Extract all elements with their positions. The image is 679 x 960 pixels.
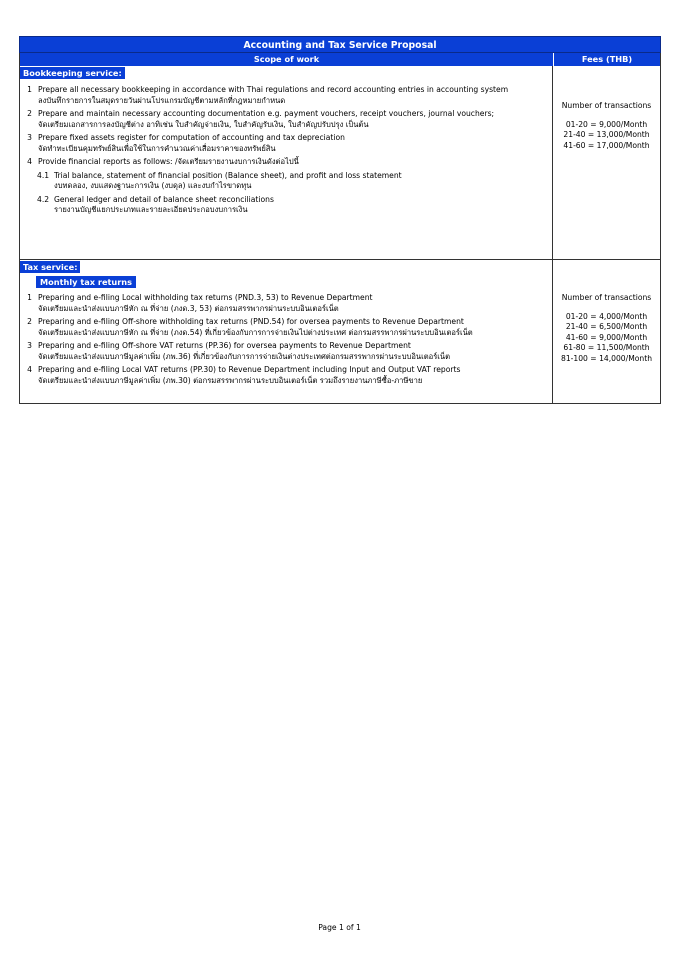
proposal-table [19,53,661,404]
tax-label: Tax service: [20,261,80,273]
subitem-number: 4.1 [37,170,50,180]
item-text-th: จัดเตรียมและนำส่งแบบภาษีมูลค่าเพิ่ม (ภพ.36) ที่เกี่ยวข้องกับการการจ่ายเงินต่างประเทศต่อกรมสรรพากรผ่านระบบอินเตอร์เน็ต [38,351,451,361]
item-text-th: จัดทำทะเบียนคุมทรัพย์สินเพื่อใช้ในการคำนวณค่าเสื่อมราคาของทรัพย์สิน [38,143,276,153]
item-text-en: Preparing and e-filing Local VAT returns (PP.30) to Revenue Department including Input and Output VAT reports [38,365,461,374]
page-number: Page 1 of 1 [318,923,361,932]
tax-fees [553,260,660,403]
list-item [20,157,552,168]
list-subitem [20,171,552,192]
item-text-en: Prepare all necessary bookkeeping in accordance with Thai regulations and record accounting entries in accounting system [38,85,509,94]
tax-section [20,259,660,403]
item-number: 4 [27,157,32,166]
subitem-text-th: งบทดลอง, งบแสดงฐานะการเงิน (งบดุล) และงบกำไรขาดทุน [54,181,252,190]
subitem-text-th: รายงานบัญชีแยกประเภทและรายละเอียดประกอบงบการเงิน [54,205,248,214]
fees-header: Fees (THB) [554,53,660,66]
fees-heading: Number of transactions [561,293,652,302]
item-number: 2 [27,317,32,326]
item-number: 3 [27,133,32,142]
item-text-th: จัดเตรียมและนำส่งแบบภาษีหัก ณ ที่จ่าย (ภงด.3, 53) ต่อกรมสรรพากรผ่านระบบอินเตอร์เน็ต [38,303,339,313]
fee-line: 01-20 = 4,000/Month [565,311,648,321]
bookkeeping-label: Bookkeeping service: [20,67,125,79]
fee-line: 81-100 = 14,000/Month [560,353,653,363]
subitem-text-en: Trial balance, statement of financial position (Balance sheet), and profit and loss statement [54,170,402,180]
fee-line: 01-20 = 9,000/Month [565,119,648,129]
proposal-sheet [19,36,661,404]
item-number: 1 [27,85,32,94]
item-text-en: Provide financial reports as follows: /จัดเตรียมรายงานงบการเงินดังต่อไปนี้ [38,157,299,166]
bookkeeping-section [20,66,660,259]
item-text-th: จัดเตรียมและนำส่งแบบภาษีมูลค่าเพิ่ม (ภพ.30) ต่อกรมสรรพากรผ่านระบบอินเตอร์เน็ต รวมถึงรายงานภาษีซื้อ-ภาษีขาย [38,375,423,385]
item-text-en: Preparing and e-filing Off-shore withholding tax returns (PND.54) for oversea payments to Revenue Department [38,317,464,326]
list-item [20,109,552,130]
fees-heading: Number of transactions [561,101,652,110]
list-item [20,341,552,362]
list-item [20,293,552,314]
subitem-number: 4.2 [37,194,50,204]
item-number: 4 [27,365,32,374]
document-title: Accounting and Tax Service Proposal [19,36,661,53]
subitem-text-en: General ledger and detail of balance sheet reconciliations [54,194,274,204]
item-text-en: Preparing and e-filing Off-shore VAT returns (PP.36) for oversea payments to Revenue Department [38,341,411,350]
list-item [20,85,552,106]
fee-line: 61-80 = 11,500/Month [563,343,650,352]
bookkeeping-scope [20,66,553,259]
item-text-en: Preparing and e-filing Local withholding tax returns (PND.3, 53) to Revenue Department [38,293,373,302]
item-number: 2 [27,109,32,118]
list-item [20,317,552,338]
fee-line: 41-60 = 9,000/Month [565,332,648,342]
fee-line: 21-40 = 13,000/Month [563,130,650,139]
scope-header: Scope of work [20,53,554,66]
item-text-en: Prepare and maintain necessary accounting documentation e.g. payment vouchers, receipt vouchers, journal vouchers; [38,109,495,118]
item-text-th: จัดเตรียมเอกสารการลงบัญชีต่าง อาทิเช่น ใบสำคัญจ่ายเงิน, ใบสำคัญรับเงิน, ใบสำคัญปรับปรุง เป็นต้น [38,119,369,129]
item-number: 3 [27,341,32,350]
bookkeeping-fees [553,66,660,259]
item-number: 1 [27,293,32,302]
fee-line: 21-40 = 6,500/Month [565,322,648,331]
list-subitem [20,195,552,216]
item-text-th: จัดเตรียมและนำส่งแบบภาษีหัก ณ ที่จ่าย (ภงด.54) ที่เกี่ยวข้องกับการการจ่ายเงินไปต่างประเทศ ต่อกรมสรรพากรผ่านระบบอินเตอร์เน็ต [38,327,473,337]
tax-scope [20,260,553,403]
table-header [20,53,660,66]
fee-line: 41-60 = 17,000/Month [563,140,650,150]
list-item [20,133,552,154]
list-item [20,365,552,386]
item-text-en: Prepare fixed assets register for computation of accounting and tax depreciation [38,133,345,142]
monthly-tax-label: Monthly tax returns [36,276,136,288]
item-text-th: ลงบันทึกรายการในสมุดรายวันผ่านโปรแกรมบัญชีตามหลักที่กฎหมายกำหนด [38,95,286,105]
